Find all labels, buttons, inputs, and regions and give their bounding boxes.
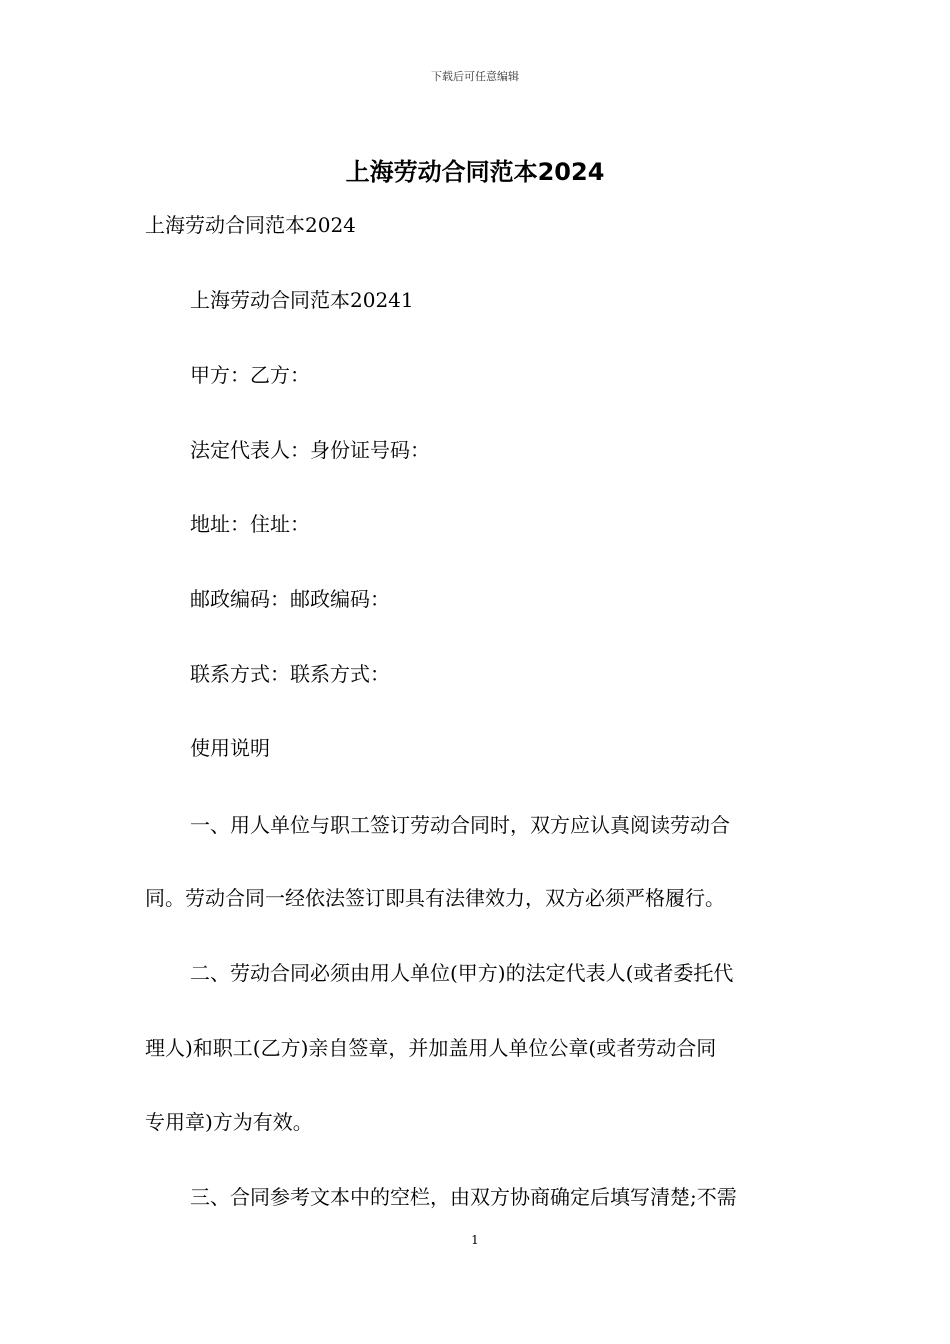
paragraph-line: 二、劳动合同必须由用人单位(甲方)的法定代表人(或者委托代: [190, 961, 734, 985]
document-title: 上海劳动合同范本2024: [345, 158, 605, 186]
subtitle-line: 上海劳动合同范本2024: [145, 213, 356, 237]
paragraph-line: 法定代表人：身份证号码：: [190, 438, 430, 462]
paragraph-line: 专用章)方为有效。: [145, 1110, 313, 1134]
paragraph-line: 上海劳动合同范本20241: [190, 288, 414, 312]
section-heading: 使用说明: [190, 736, 270, 760]
paragraph-line: 一、用人单位与职工签订劳动合同时，双方应认真阅读劳动合: [190, 813, 730, 837]
paragraph-line: 邮政编码：邮政编码：: [190, 587, 390, 611]
paragraph-line: 甲方：乙方：: [190, 363, 310, 387]
header-note: 下载后可任意编辑: [431, 70, 519, 83]
paragraph-line: 同。劳动合同一经依法签订即具有法律效力，双方必须严格履行。: [145, 886, 725, 910]
paragraph-line: 联系方式：联系方式：: [190, 662, 390, 686]
page-number: 1: [471, 1233, 479, 1247]
paragraph-line: 地址：住址：: [190, 512, 310, 536]
paragraph-line: 理人)和职工(乙方)亲自签章，并加盖用人单位公章(或者劳动合同: [145, 1036, 717, 1060]
paragraph-line: 三、合同参考文本中的空栏，由双方协商确定后填写清楚;不需: [190, 1185, 737, 1209]
